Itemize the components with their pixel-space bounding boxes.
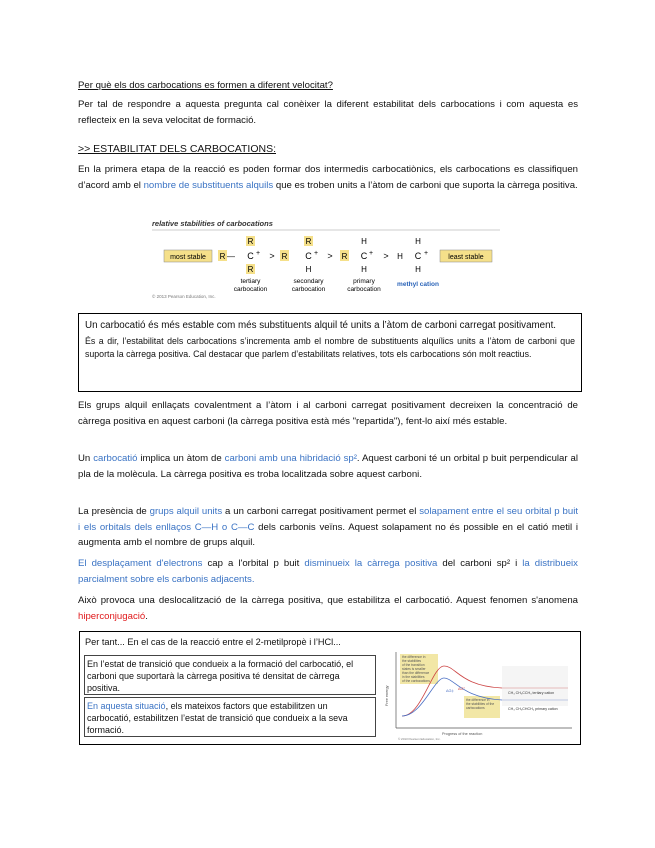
gt-2: > bbox=[327, 251, 333, 261]
energy-profile-diagram bbox=[382, 646, 576, 742]
figure-copyright: © 2013 Pearson Education, Inc. bbox=[152, 294, 216, 299]
methyl-structure bbox=[397, 237, 439, 288]
svg-text:C: C bbox=[414, 251, 422, 261]
highlight-alkyl-substituents: nombre de substituents alquils bbox=[143, 179, 274, 191]
svg-text:C: C bbox=[305, 251, 312, 261]
svg-text:H: H bbox=[397, 252, 403, 261]
svg-text:H: H bbox=[305, 265, 312, 274]
primary-label-2: carbocation bbox=[347, 286, 381, 293]
paragraph-3: Un carbocatió implica un àtom de carboni amb una hibridació sp². Aquest carboni té un orbital p buit perpendicular al pla de la molècula. La càrrega positiva es troba localitzada sobre aquest carboni. bbox=[78, 453, 578, 480]
conclusion-box bbox=[79, 631, 581, 745]
svg-text:R: R bbox=[281, 252, 288, 261]
diagram-copyright: © 2013 Pearson Education, Inc. bbox=[398, 737, 441, 741]
box2-text1: En l’estat de transició que condueix a la formació del carbocatió, el carboni que suportarà la càrrega positiva té densitat de càrrega positiva. bbox=[84, 655, 376, 695]
figure-title: relative stabilities of carbocations bbox=[152, 219, 273, 228]
svg-text:+: + bbox=[313, 250, 319, 257]
paragraph-1: En la primera etapa de la reacció es poden formar dos intermedis carbocatiònics, els carbocations es classifiquen d’acord amb el nombre de substituents alquils que es troben units a l’àtom de carboni que suporta la càrrega positiva. bbox=[78, 164, 578, 191]
svg-text:R: R bbox=[247, 237, 254, 246]
svg-text:H: H bbox=[415, 265, 421, 274]
svg-text:R: R bbox=[219, 252, 226, 261]
box1-line1: Un carbocatió és més estable com més substituents alquil té units a l’àtom de carboni carregat positivament. bbox=[85, 320, 557, 331]
box1-line2: És a dir, l’estabilitat dels carbocations s’incrementa amb el nombre de substituents alquílics units a l’àtom de carboni que suporta la càrrega positiva. Cal destacar que parlem d’estabilitats relatives, tots els carbocations són molt reactius. bbox=[85, 336, 575, 359]
secondary-label-2: carbocation bbox=[291, 286, 326, 293]
methyl-label: methyl cation bbox=[397, 281, 439, 288]
intro-paragraph: Per tal de respondre a aquesta pregunta cal conèixer la diferent estabilitat dels carbocations i com aquesta es reflecteix en la seva velocitat de formació. bbox=[78, 99, 578, 126]
box2-text2: En aquesta situació, els mateixos factors que estabilitzen un carbocatió, estabilitzen l’estat de transició que condueix a la seva formació. bbox=[84, 697, 376, 737]
note-1: the difference in the stabilities of the transition states is smaller than the difference in the stabilities of the carbocations bbox=[402, 655, 430, 683]
tertiary-label-1: tertiary bbox=[240, 278, 261, 285]
secondary-structure bbox=[280, 236, 326, 293]
x-axis-label: Progress of the reaction bbox=[442, 732, 483, 736]
svg-text:+: + bbox=[255, 250, 261, 257]
gt-1: > bbox=[269, 251, 275, 261]
tertiary-cation-label: CH₃ CH₃CCH₃ tertiary cation bbox=[508, 691, 555, 695]
least-stable-label: least stable bbox=[448, 254, 484, 261]
paragraph-5: El desplaçament d'electrons cap a l'orbital p buit disminueix la càrrega positiva del carboni sp² i la distribueix parcialment sobre els carbonis adjacents. bbox=[78, 558, 578, 585]
hyperconjugation-term: hiperconjugació bbox=[78, 610, 146, 622]
most-stable-label: most stable bbox=[170, 254, 206, 261]
note-2: the difference in the stabilities of the carbocations bbox=[466, 698, 495, 710]
svg-text:H: H bbox=[415, 237, 421, 246]
secondary-label-1: secondary bbox=[293, 278, 324, 285]
tertiary-label-2: carbocation bbox=[233, 286, 268, 293]
carbocation-stability-figure bbox=[150, 216, 502, 302]
svg-text:C: C bbox=[360, 251, 368, 261]
y-axis-label: Free energy bbox=[385, 685, 389, 706]
gt-3: > bbox=[383, 251, 389, 261]
box2-title: Per tant... En el cas de la reacció entre el 2-metilpropè i l’HCl... bbox=[85, 637, 341, 647]
paragraph-4: La presència de grups alquil units a un carboni carregat positivament permet el solapament entre el seu orbital p buit i els orbitals dels enllaços C—H o C—C dels carbonis veïns. Aquest solapament no és possible en el catió metil i augmenta amb el nombre de grups alquil. bbox=[78, 506, 579, 548]
svg-text:R: R bbox=[341, 252, 348, 261]
primary-cation-label: CH₃ CH₃CHCH₂ primary cation bbox=[508, 707, 558, 711]
delta-g-cation: ΔG° bbox=[458, 687, 466, 691]
svg-text:H: H bbox=[361, 237, 367, 246]
svg-text:+: + bbox=[368, 250, 374, 257]
key-concept-box bbox=[78, 313, 582, 392]
section-title: >> ESTABILITAT DELS CARBOCATIONS: bbox=[78, 143, 276, 155]
svg-text:—: — bbox=[227, 252, 235, 261]
svg-text:R: R bbox=[247, 265, 254, 274]
svg-text:H: H bbox=[361, 265, 367, 274]
paragraph-6: Això provoca una deslocalització de la càrrega positiva, que estabilitza el carbocatió. Aquest fenomen s'anomena hiperconjugació. bbox=[78, 595, 578, 622]
svg-text:+: + bbox=[423, 250, 429, 257]
tertiary-structure bbox=[218, 236, 268, 293]
primary-structure bbox=[340, 237, 381, 293]
question-title: Per què els dos carbocations es formen a diferent velocitat? bbox=[78, 80, 333, 91]
primary-label-1: primary bbox=[353, 278, 375, 285]
product-region bbox=[502, 666, 568, 706]
svg-text:C: C bbox=[247, 251, 254, 261]
paragraph-2: Els grups alquil enllaçats covalentment a l’àtom i al carboni carregat positivament decreixen la concentració de càrrega positiva en aquest carboni (la càrrega positiva està més "repartida"), fent-lo així més estable. bbox=[78, 400, 578, 427]
delta-g-ts: ΔG‡ bbox=[446, 689, 454, 693]
svg-text:R: R bbox=[305, 237, 312, 246]
